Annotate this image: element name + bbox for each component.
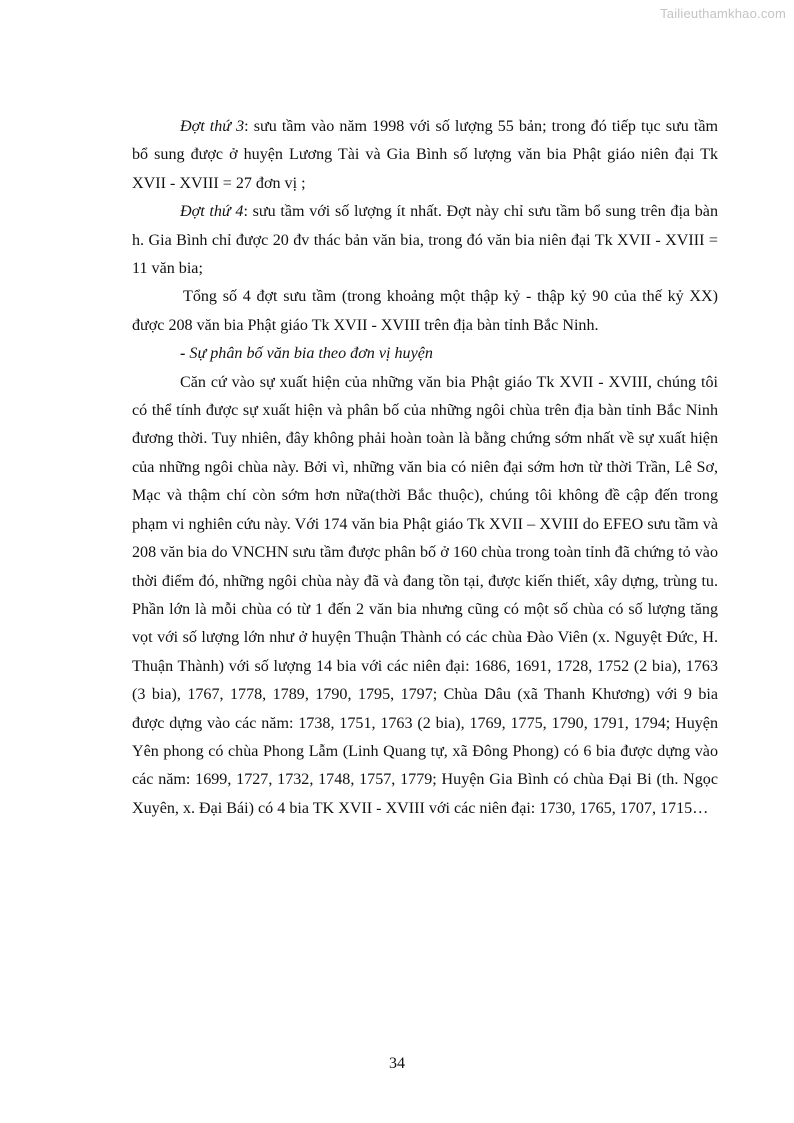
paragraph-lead: Đợt thứ 3 <box>180 118 245 135</box>
paragraph-lead: Đợt thứ 4 <box>180 203 244 221</box>
paragraph-dot-3 <box>132 113 718 198</box>
paragraph-text: : sưu tầm vào năm 1998 với số lượng 55 bản; trong đó tiếp tục sưu tầm bổ sung được ở huyện Lương Tài và Gia Bình số lượng văn bia Phật giáo niên đại Tk XVII - XVIII = 27 đơn vị ; <box>132 118 719 192</box>
paragraph-text: Căn cứ vào sự xuất hiện của những văn bia Phật giáo Tk XVII - XVIII, chúng tôi có thể tính được sự xuất hiện và phân bố của những ngôi chùa trên địa bàn tỉnh Bắc Ninh đương thời. Tuy nhiên, đây không phải hoàn toàn là bằng chứng sớm nhất về sự xuất hiện của những ngôi chùa này. Bởi vì, những văn bia có niên đại sớm hơn từ thời Trần, Lê Sơ, Mạc và thậm chí còn sớm hơn nữa(thời Bắc thuộc), chúng tôi không đề cập đến trong phạm vi nghiên cứu này. Với 174 văn bia Phật giáo Tk XVII – XVIII do EFEO sưu tầm và 208 văn bia do VNCHN sưu tầm được phân bố ở 160 chùa trong toàn tỉnh đã chứng tỏ vào thời điểm đó, những ngôi chùa này đã và đang tồn tại, được kiến thiết, xây dựng, trùng tu. Phần lớn là mỗi chùa có từ 1 đến 2 văn bia nhưng cũng có một số chùa có số lượng tăng vọt với số lượng lớn như ở huyện Thuận Thành có các chùa Đào Viên (x. Nguyệt Đức, H. Thuận Thành) với số lượng 14 bia với các niên đại: 1686, 1691, 1728, 1752 (2 bia), 1763 (3 bia), 1767, 1778, 1789, 1790, 1795, 1797; Chùa Dâu (xã Thanh Khương) với 9 bia được dựng vào các năm: 1738, 1751, 1763 (2 bia), 1769, 1775, 1790, 1791, 1794; Huyện Yên phong có chùa Phong Lẫm (Linh Quang tự, xã Đông Phong) có 6 bia được dựng vào các năm: 1699, 1727, 1732, 1748, 1757, 1779; Huyện Gia Bình có chùa Đại Bi (th. Ngọc Xuyên, x. Đại Bái) có 4 bia TK XVII - XVIII với các niên đại: 1730, 1765, 1707, 1715… <box>132 373 718 817</box>
heading-dash: - <box>180 345 190 363</box>
paragraph-text: Tổng số 4 đợt sưu tầm (trong khoảng một thập kỷ - thập kỷ 90 của thế kỷ XX) được 208 văn bia Phật giáo Tk XVII - XVIII trên địa bàn tỉnh Bắc Ninh. <box>132 288 718 334</box>
paragraph-text: : sưu tầm với số lượng ít nhất. Đợt này chỉ sưu tầm bổ sung trên địa bàn h. Gia Bình chỉ được 20 đv thác bản văn bia, trong đó văn bia niên đại Tk XVII - XVIII = 11 văn bia; <box>132 203 719 278</box>
heading-title: Sự phân bố văn bia theo đơn vị huyện <box>189 345 433 363</box>
paragraph-dot-4 <box>132 198 718 283</box>
document-body <box>132 113 718 823</box>
paragraph-distribution <box>132 369 718 824</box>
paragraph-total <box>132 283 718 340</box>
watermark: Tailieuthamkhao.com <box>660 6 786 21</box>
page-number: 34 <box>389 1055 405 1072</box>
section-heading <box>132 340 718 368</box>
